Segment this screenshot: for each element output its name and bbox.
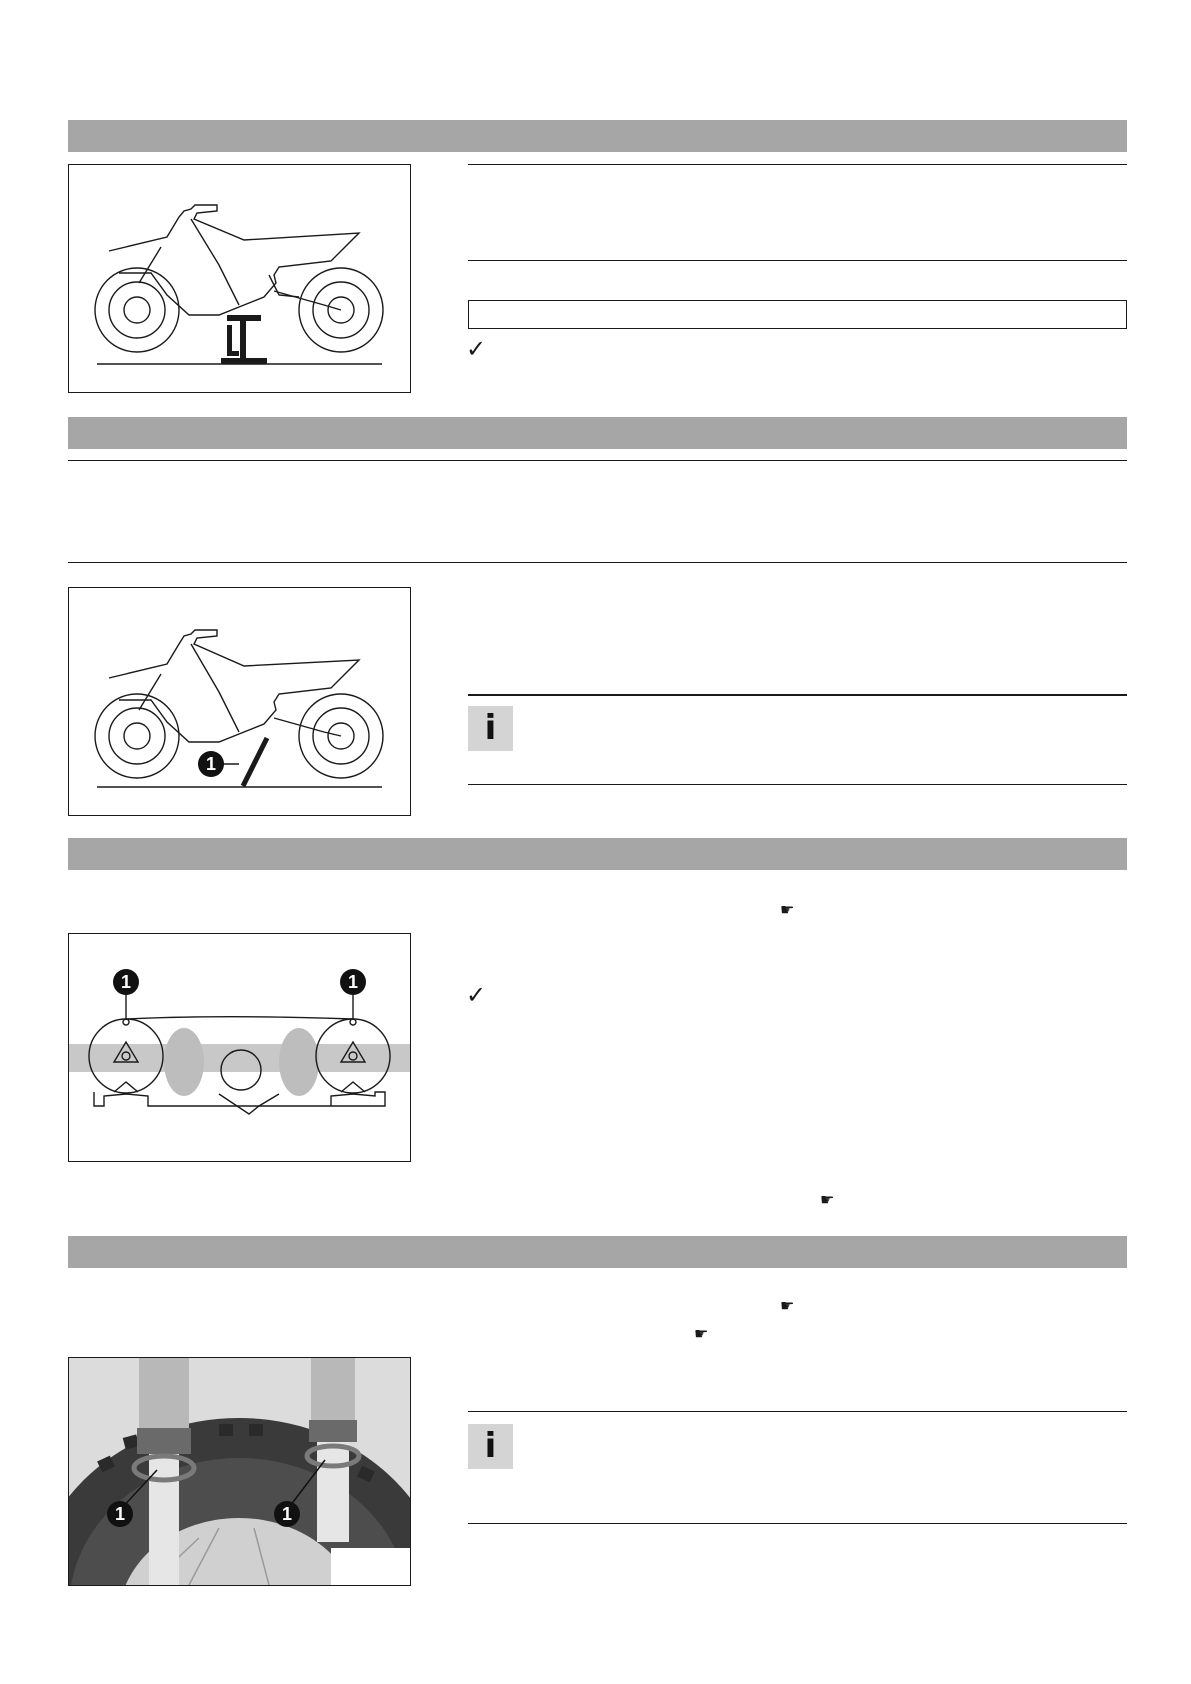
figure-motorcycle-lift-stand [68, 164, 411, 393]
info-rule-bottom [468, 784, 1127, 785]
fork-dust-boots-photo [69, 1358, 410, 1585]
lift-stand-icon [221, 315, 267, 364]
side-stand-icon [243, 738, 267, 786]
tool-reference-box [468, 300, 1127, 329]
check-icon-2: ✓ [466, 981, 487, 1009]
reference-pointer-icon-3: ☛ [780, 1296, 795, 1315]
info-icon: i [468, 706, 513, 751]
callout-marker [198, 751, 224, 777]
svg-text:1: 1 [281, 1504, 293, 1524]
reference-pointer-icon-4: ☛ [694, 1324, 709, 1343]
svg-text:1: 1 [120, 972, 132, 992]
check-icon: ✓ [466, 335, 487, 363]
section-header-bar-3 [68, 838, 1127, 870]
info-rule-top-2 [468, 1411, 1127, 1412]
svg-text:1: 1 [347, 972, 359, 992]
section-header-bar-4 [68, 1236, 1127, 1268]
section-header-bar-2 [68, 417, 1127, 449]
svg-text:1: 1 [205, 754, 217, 774]
callout-marker-right [340, 969, 366, 995]
figure-fork-dust-boots-photo [68, 1357, 411, 1586]
motorcycle-lift-stand-illustration [69, 165, 410, 392]
figure-fork-bleeder-screws [68, 933, 411, 1162]
callout-marker-right-2 [274, 1501, 300, 1527]
table-rule-top [468, 164, 1127, 165]
reference-pointer-icon-2: ☛ [820, 1190, 835, 1209]
warning-rule-top [68, 460, 1127, 461]
svg-text:1: 1 [114, 1504, 126, 1524]
motorcycle-side-stand-illustration [69, 588, 410, 815]
fork-bleeder-illustration [69, 934, 410, 1161]
table-rule-bottom [468, 260, 1127, 261]
info-rule-top [468, 694, 1127, 696]
section-header-bar-1 [68, 120, 1127, 152]
info-rule-bottom-2 [468, 1523, 1127, 1524]
warning-rule-bottom [68, 562, 1127, 563]
reference-pointer-icon: ☛ [780, 900, 795, 919]
figure-motorcycle-side-stand [68, 587, 411, 816]
callout-marker-left-2 [107, 1501, 133, 1527]
callout-marker-left [113, 969, 139, 995]
info-icon-2: i [468, 1424, 513, 1469]
